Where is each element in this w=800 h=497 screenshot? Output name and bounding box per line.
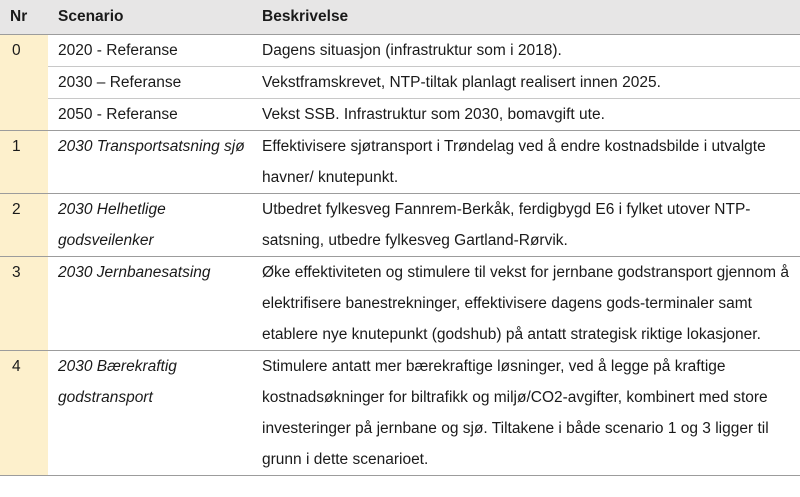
table-row bbox=[0, 35, 800, 67]
row-nr: 0 bbox=[0, 35, 48, 131]
table-row bbox=[0, 194, 800, 257]
row-description: Øke effektiviteten og stimulere til vekst for jernbane godstransport gjennom å elektrifisere banestrekninger, effektivisere dagens gods-terminaler samt etablere nye knutepunkt (godshub) på antatt strategisk riktige lokasjoner. bbox=[252, 257, 800, 351]
row-description: Dagens situasjon (infrastruktur som i 2018). bbox=[262, 42, 562, 59]
header-row bbox=[0, 0, 800, 35]
row-nr: 1 bbox=[0, 131, 48, 194]
row-nr: 4 bbox=[0, 351, 48, 476]
table-row bbox=[0, 351, 800, 476]
row-description: Stimulere antatt mer bærekraftige løsninger, ved å legge på kraftige kostnadsøkninger for biltrafikk og miljø/CO2-avgifter, kombinert med store investeringer på jernbane og sjø. Tiltakene i både scenario 1 og 3 ligger til grunn i dette scenarioet. bbox=[252, 351, 800, 476]
row-description: Utbedret fylkesveg Fannrem-Berkåk, ferdigbygd E6 i fylket utover NTP-satsning, utbedre fylkesveg Gartland-Rørvik. bbox=[252, 194, 800, 257]
row-description: Effektivisere sjøtransport i Trøndelag ved å endre kostnadsbilde i utvalgte havner/ knutepunkt. bbox=[252, 131, 800, 194]
row-scenario: 2050 - Referanse bbox=[48, 99, 252, 131]
table-row bbox=[0, 131, 800, 194]
row-scenario: 2030 Helhetlige godsveilenker bbox=[48, 194, 252, 257]
table-row bbox=[0, 257, 800, 351]
header-nr: Nr bbox=[0, 0, 48, 35]
row-nr: 2 bbox=[0, 194, 48, 257]
table-row bbox=[0, 99, 800, 131]
header-description: Beskrivelse bbox=[252, 0, 800, 35]
header-scenario: Scenario bbox=[48, 0, 252, 35]
row-description: Vekstframskrevet, NTP-tiltak planlagt realisert innen 2025. bbox=[252, 67, 800, 99]
row-scenario: 2030 Jernbanesatsing bbox=[48, 257, 252, 351]
row-description: Vekst SSB. Infrastruktur som 2030, bomavgift ute. bbox=[252, 99, 800, 131]
row-scenario: 2030 Transportsatsning sjø bbox=[48, 131, 252, 194]
row-scenario: 2030 Bærekraftig godstransport bbox=[48, 351, 252, 476]
table-row bbox=[0, 67, 800, 99]
row-nr: 3 bbox=[0, 257, 48, 351]
row-scenario: 2020 - Referanse bbox=[58, 42, 178, 59]
row-scenario: 2030 – Referanse bbox=[48, 67, 252, 99]
